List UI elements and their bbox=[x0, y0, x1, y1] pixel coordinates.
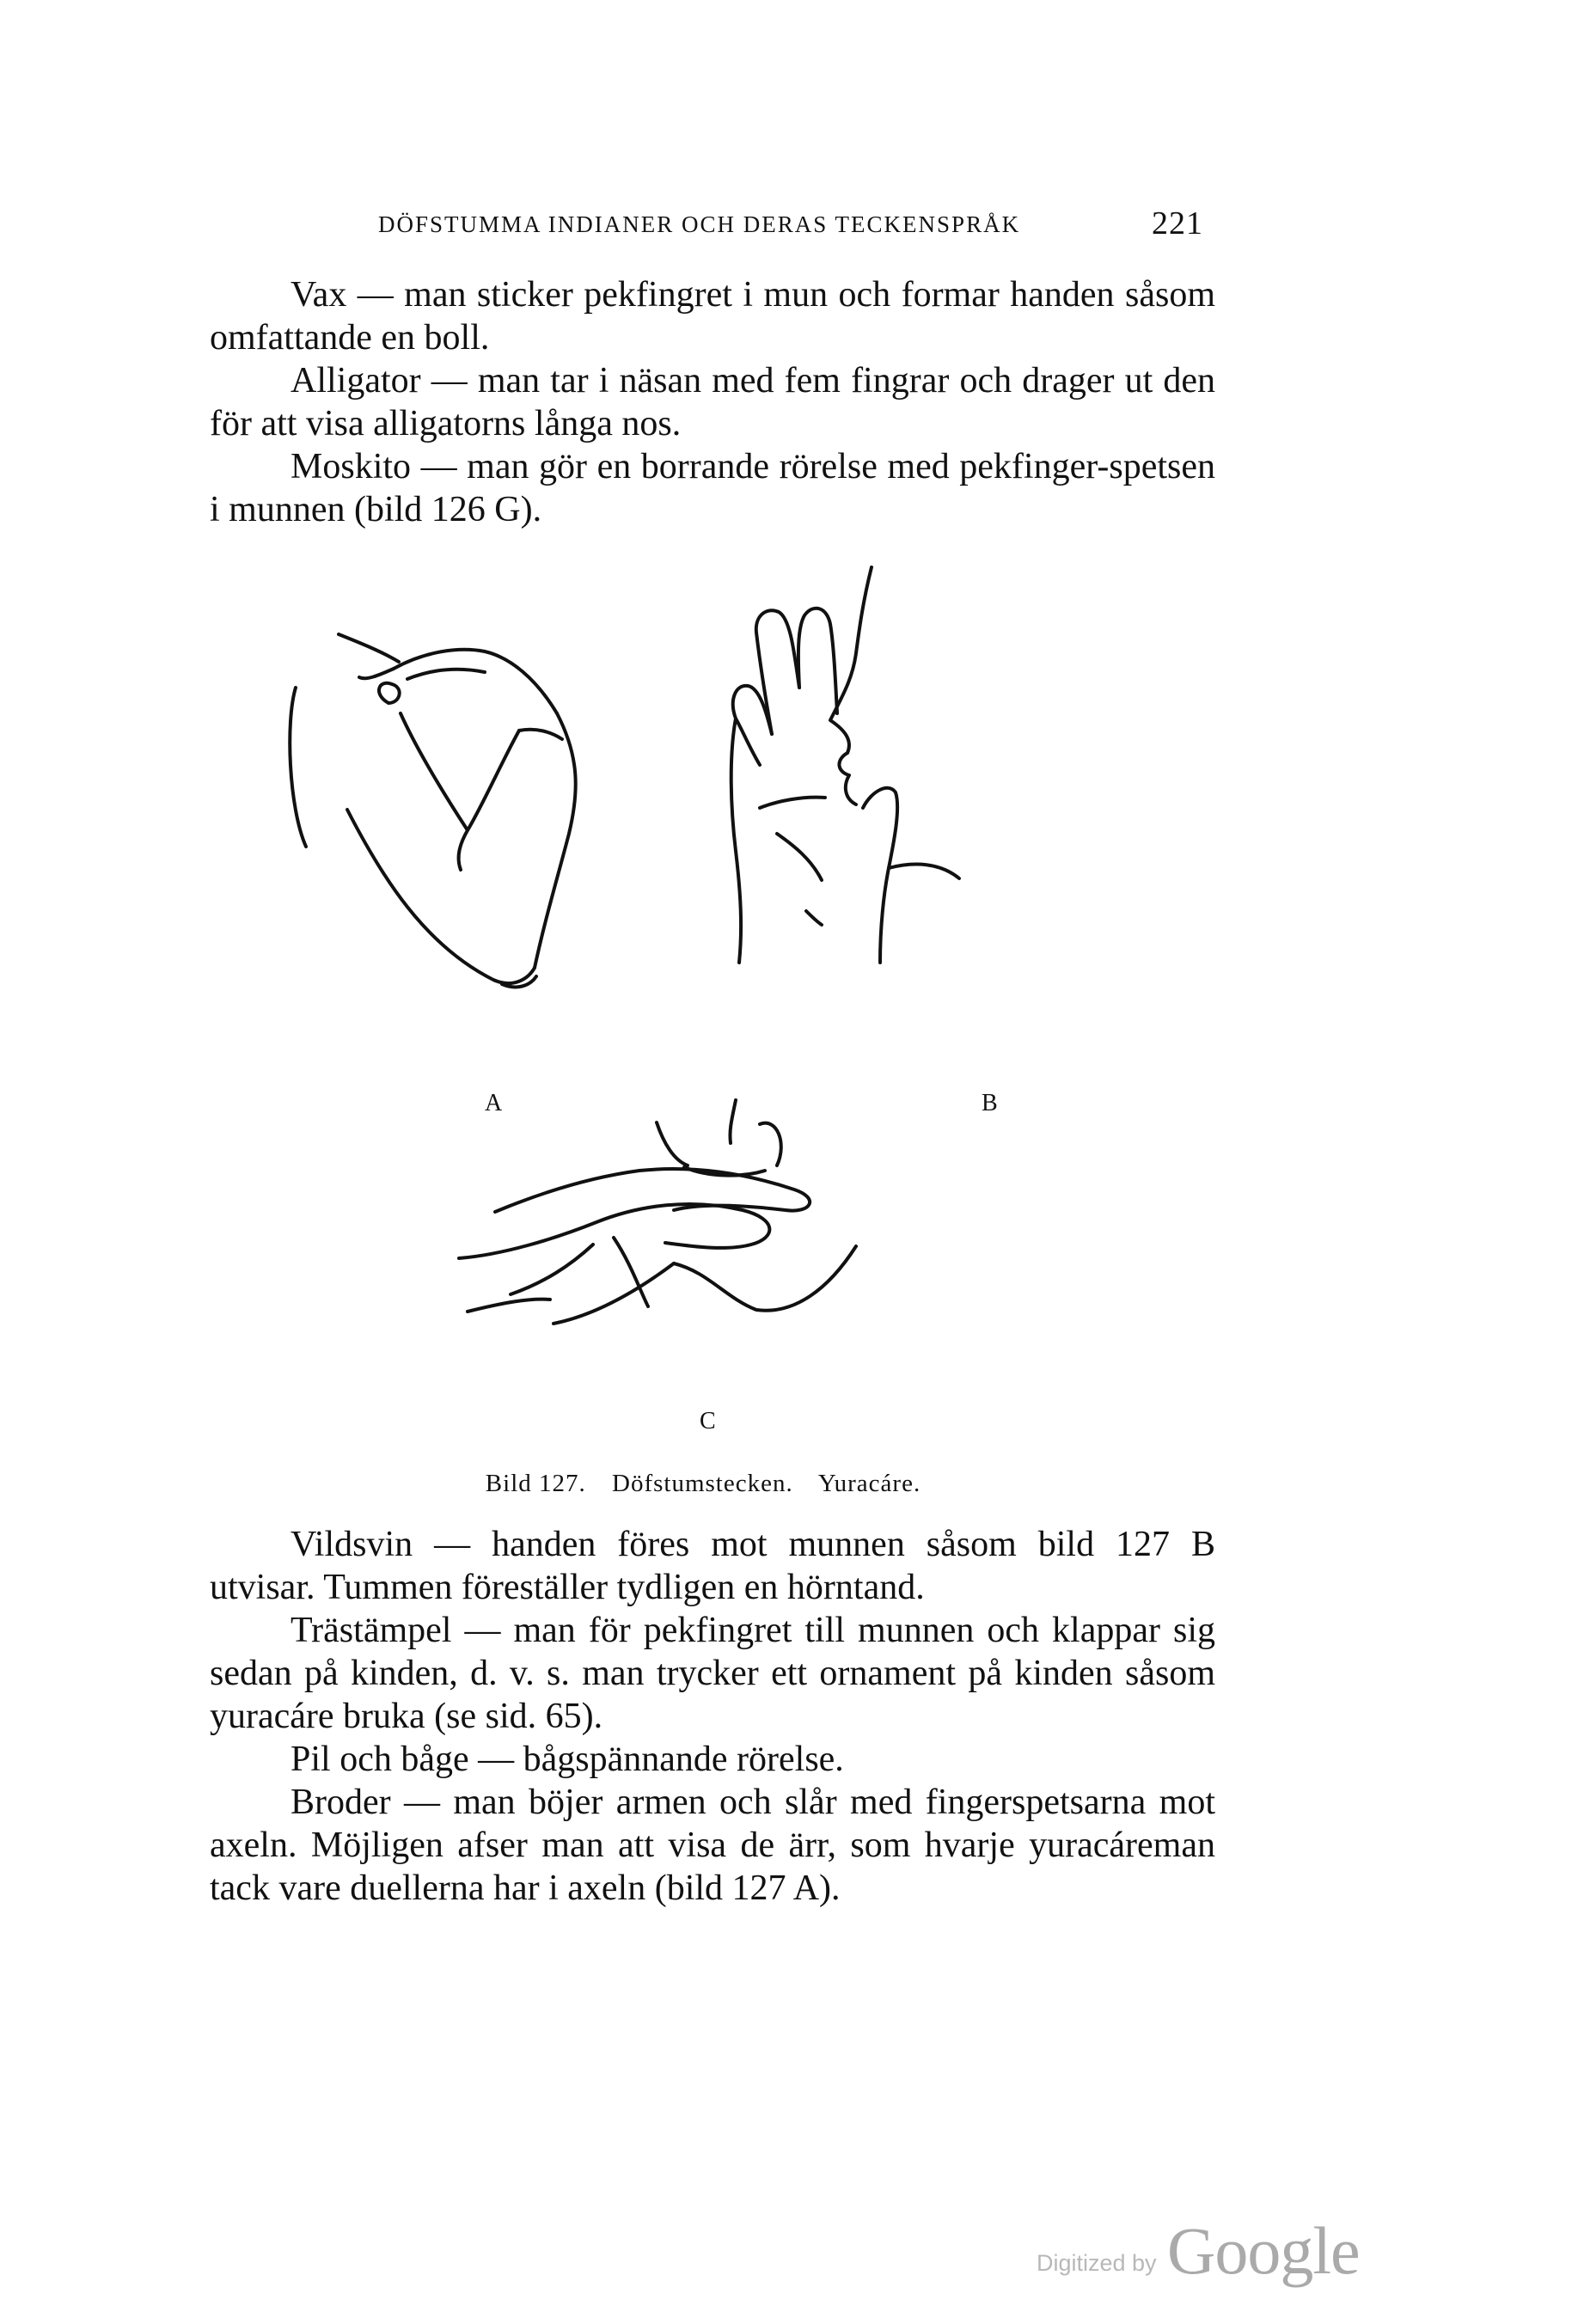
text-block-bottom bbox=[210, 1523, 1215, 1910]
drawing-c-hands-under-mouth bbox=[459, 1100, 856, 1324]
figure-label-c: C bbox=[700, 1408, 716, 1434]
text-block-top bbox=[210, 273, 1215, 531]
running-head bbox=[378, 205, 1203, 246]
page-number: 221 bbox=[1152, 205, 1203, 242]
figure-label-a: A bbox=[485, 1090, 503, 1116]
paragraph-trastampel: Trästämpel — man för pekfingret till munnen och klappar sig sedan på kinden, d. v. s. man trycker ett ornament på kinden såsom yuracáre bruka (se sid. 65). bbox=[210, 1611, 1215, 1736]
paragraph-moskito: Moskito — man gör en borrande rörelse med pekfinger-spetsen i munnen (bild 126 G). bbox=[210, 447, 1215, 529]
drawing-b-hand-at-face bbox=[731, 567, 959, 963]
running-title: DÖFSTUMMA INDIANER OCH DERAS TECKENSPRÅK bbox=[378, 211, 1021, 237]
paragraph-alligator: Alligator — man tar i näsan med fem fingrar och drager ut den för att visa alligatorns långa nos. bbox=[210, 361, 1215, 443]
paragraph-pil-och-bage: Pil och båge — bågspännande rörelse. bbox=[291, 1740, 844, 1779]
caption-number: Bild 127. bbox=[485, 1470, 586, 1497]
caption-tribe: Yuracáre. bbox=[817, 1470, 921, 1497]
paragraph-vildsvin: Vildsvin — handen föres mot munnen såsom bild 127 B utvisar. Tummen föreställer tydligen en hörntand. bbox=[210, 1525, 1215, 1607]
figure-127 bbox=[210, 550, 1215, 1513]
figure-drawings bbox=[210, 550, 1215, 1513]
watermark-brand: Google bbox=[1167, 2213, 1360, 2288]
paragraph-broder: Broder — man böjer armen och slår med fingerspetsarna mot axeln. Möjligen afser man att visa de ärr, som hvarje yuracáreman tack vare duellerna har i axeln (bild 127 A). bbox=[210, 1783, 1215, 1908]
figure-caption bbox=[210, 1470, 1215, 1498]
digitized-by-google-watermark bbox=[1037, 2212, 1398, 2290]
paragraph-vax: Vax — man sticker pekfingret i mun och formar handen såsom omfattande en boll. bbox=[210, 275, 1215, 358]
drawing-a-bent-arm bbox=[290, 634, 575, 987]
caption-title: Döfstumstecken. bbox=[612, 1470, 793, 1497]
figure-label-b: B bbox=[982, 1090, 998, 1116]
watermark-prefix: Digitized by bbox=[1037, 2250, 1157, 2276]
